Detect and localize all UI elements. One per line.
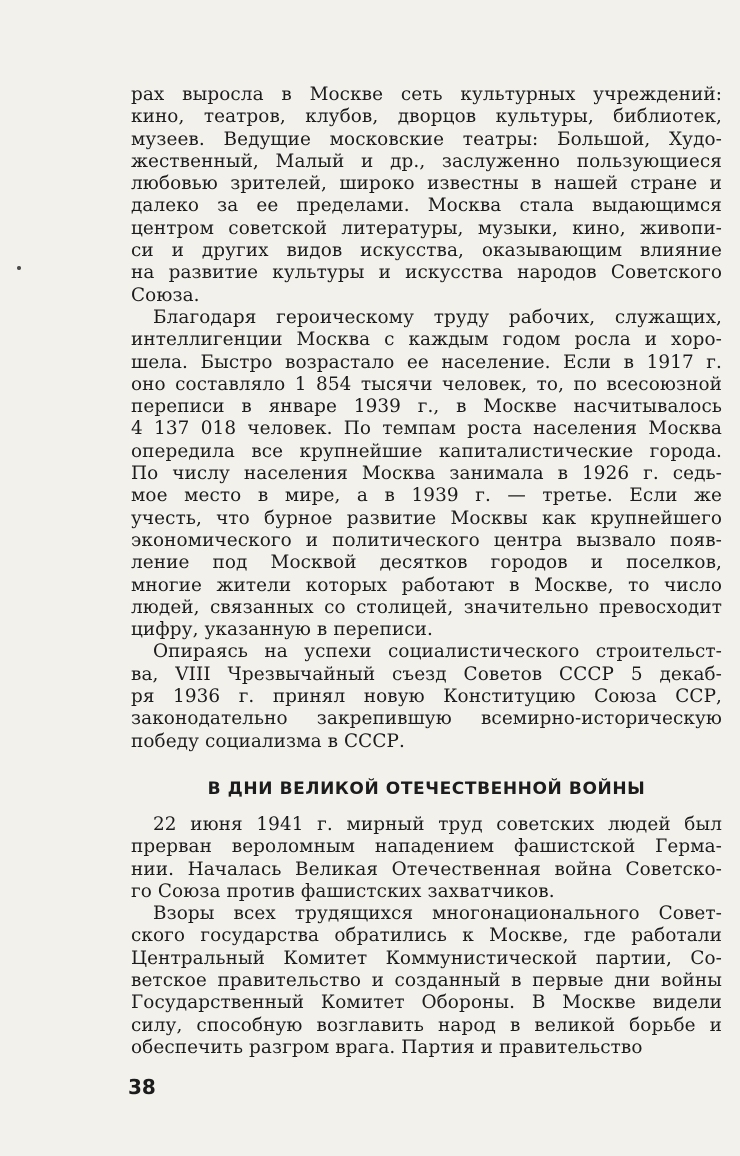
text-line: рах выросла в Москве сеть культурных учреждений: [131, 84, 722, 105]
paragraph [131, 84, 722, 307]
text-line: кино, театров, клубов, дворцов культуры, библиотек, [131, 106, 722, 128]
text-line: мое место в мире, а в 1939 г. — третье. Если же [131, 485, 722, 507]
text-line: переписи в январе 1939 г., в Москве насчитывалось [131, 396, 722, 418]
print-speck [17, 266, 21, 270]
paragraph [131, 641, 722, 752]
page-number: 38 [128, 1075, 156, 1099]
paragraph [131, 307, 722, 641]
text-line: опередила все крупнейшие капиталистические города. [131, 440, 722, 462]
text-line: ва, VIII Чрезвычайный съезд Советов СССР 5 декаб- [131, 663, 722, 685]
text-line: Государственный Комитет Обороны. В Москве видели [131, 992, 722, 1014]
text-line: оно составляло 1 854 тысячи человек, то, по всесоюзной [131, 373, 722, 395]
text-line: цифру, указанную в переписи. [131, 619, 433, 641]
text-line: победу социализма в СССР. [131, 730, 405, 752]
text-line: музеев. Ведущие московские театры: Большой, Худо- [131, 128, 722, 150]
section-heading: В ДНИ ВЕЛИКОЙ ОТЕЧЕСТВЕННОЙ ВОЙНЫ [207, 779, 646, 799]
text-line: силу, способную возглавить народ в великой борьбе и [131, 1014, 722, 1036]
paragraph [131, 814, 722, 903]
text-line: на развитие культуры и искусства народов Советского [131, 262, 722, 284]
text-after-heading [131, 814, 722, 1059]
text-line: жественный, Малый и др., заслуженно пользующиеся [131, 150, 722, 172]
text-line: законодательно закрепившую всемирно-историческую [131, 708, 722, 730]
text-line: ление под Москвой десятков городов и поселков, [131, 552, 722, 574]
text-line: Взоры всех трудящихся многонационального Совет- [153, 903, 722, 925]
text-line: шела. Быстро возрастало ее население. Если в 1917 г. [131, 351, 722, 373]
text-line: учесть, что бурное развитие Москвы как крупнейшего [131, 507, 722, 529]
text-line: си и других видов искусства, оказывающим влияние [131, 240, 722, 262]
text-line: многие жители которых работают в Москве, то число [131, 574, 722, 596]
text-line: Благодаря героическому труду рабочих, служащих, [153, 306, 722, 328]
text-before-heading [131, 84, 722, 753]
text-line: Опираясь на успехи социалистического строительст- [153, 641, 722, 663]
text-line: экономического и политического центра вызвало появ- [131, 529, 722, 551]
text-line: прерван вероломным нападением фашистской Герма- [131, 836, 722, 858]
text-line: людей, связанных со столицей, значительно превосходит [131, 596, 722, 618]
text-line: го Союза против фашистских захватчиков. [131, 880, 555, 902]
text-line: центром советской литературы, музыки, кино, живопи- [131, 217, 722, 239]
text-line: ского государства обратились к Москве, где работали [131, 925, 722, 947]
text-line: ря 1936 г. принял новую Конституцию Союза ССР, [131, 686, 722, 708]
text-line: Центральный Комитет Коммунистической партии, Со- [131, 947, 722, 969]
text-line: обеспечить разгром врага. Партия и правительство [131, 1036, 643, 1058]
text-line: 22 июня 1941 г. мирный труд советских людей был [153, 814, 722, 835]
text-line: ветское правительство и созданный в первые дни войны [131, 970, 722, 992]
text-line: нии. Началась Великая Отечественная война Советско- [131, 858, 722, 880]
text-line: 4 137 018 человек. По темпам роста населения Москва [131, 418, 722, 440]
text-line: Союза. [131, 284, 200, 306]
text-line: интеллигенции Москва с каждым годом росла и хоро- [131, 329, 722, 351]
paragraph [131, 903, 722, 1059]
text-line: далеко за ее пределами. Москва стала выдающимся [131, 195, 722, 217]
text-line: любовью зрителей, широко известны в нашей стране и [131, 173, 722, 195]
text-line: По числу населения Москва занимала в 1926 г. седь- [131, 463, 722, 485]
